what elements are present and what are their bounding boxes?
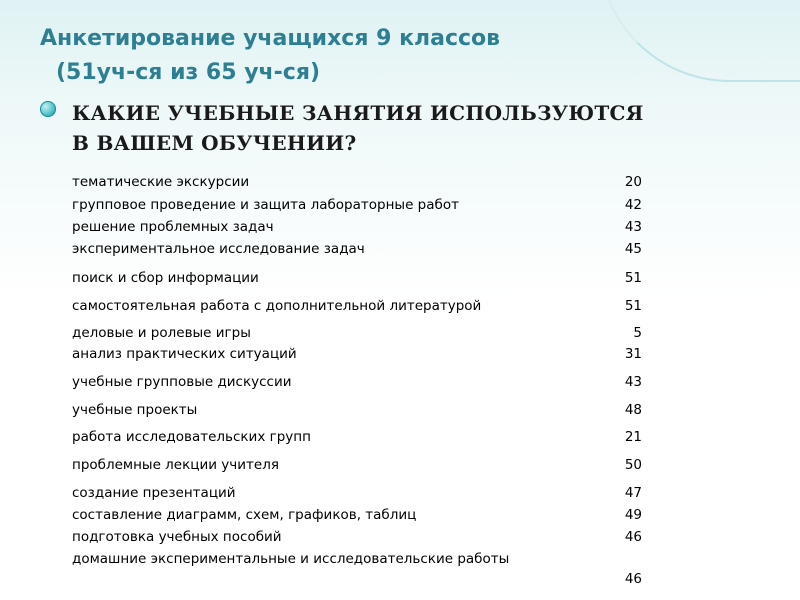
row-label: подготовка учебных пособий [72,529,282,545]
title-line-2: (51уч-ся из 65 уч-ся) [56,60,320,85]
slide-title [40,22,760,90]
row-value: 48 [624,402,642,418]
result-row [72,239,642,259]
result-row [72,483,642,503]
row-label: деловые и ролевые игры [72,325,251,341]
row-value: 43 [624,374,642,390]
result-row [72,323,642,343]
row-label: учебные групповые дискуссии [72,374,292,390]
row-value: 31 [624,346,642,362]
question-line-2: В ВАШЕМ ОБУЧЕНИИ? [72,131,357,155]
row-value: 43 [624,219,642,235]
row-label: работа исследовательских групп [72,429,311,445]
row-label: составление диаграмм, схем, графиков, таблиц [72,507,417,523]
row-label: решение проблемных задач [72,219,274,235]
result-row [72,217,642,237]
row-value: 42 [624,197,642,213]
result-row [72,344,642,364]
row-label: учебные проекты [72,402,198,418]
row-value: 21 [624,429,642,445]
row-label: групповое проведение и защита лабораторные работ [72,197,459,213]
row-value: 47 [624,485,642,501]
row-value: 51 [624,270,642,286]
result-row [72,268,642,288]
row-value: 20 [624,174,642,190]
result-row [72,527,642,547]
result-row [72,296,642,316]
row-value: 5 [633,325,642,341]
survey-question [72,98,772,158]
result-row [72,195,642,215]
row-value: 46 [624,571,642,587]
result-row [72,172,642,192]
row-value: 51 [624,298,642,314]
title-line-1: Анкетирование учащихся 9 классов [40,26,501,51]
row-value: 50 [624,457,642,473]
result-row [72,549,642,589]
row-label: экспериментальное исследование задач [72,241,365,257]
bullet-icon [40,101,56,117]
row-value: 45 [624,241,642,257]
row-label: поиск и сбор информации [72,270,259,286]
result-row [72,427,642,447]
result-row [72,505,642,525]
row-label: самостоятельная работа с дополнительной литературой [72,298,482,314]
row-label: анализ практических ситуаций [72,346,297,362]
row-label: создание презентаций [72,485,236,501]
result-row [72,400,642,420]
row-value: 46 [624,529,642,545]
row-label: домашние экспериментальные и исследовательские работы [72,551,510,567]
result-row [72,455,642,475]
result-row [72,372,642,392]
row-value: 49 [624,507,642,523]
question-line-1: КАКИЕ УЧЕБНЫЕ ЗАНЯТИЯ ИСПОЛЬЗУЮТСЯ [72,101,644,125]
row-label: тематические экскурсии [72,174,250,190]
row-label: проблемные лекции учителя [72,457,279,473]
